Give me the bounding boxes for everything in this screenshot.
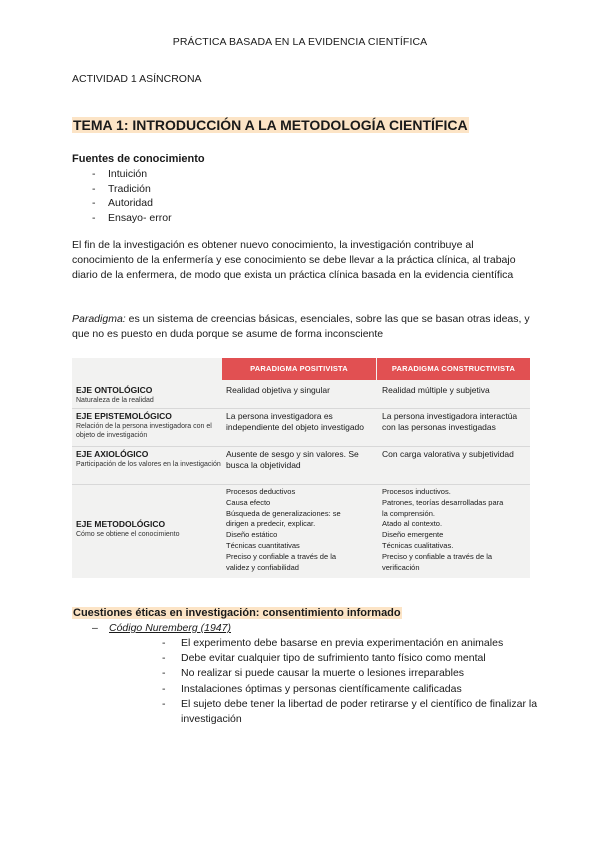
list-dash: - bbox=[162, 682, 166, 695]
list-dash: - bbox=[162, 667, 166, 680]
cell-constructivist: La persona investigadora interactúa con las personas investigadas bbox=[382, 411, 518, 432]
list-item bbox=[162, 682, 542, 697]
list-item-text: Intuición bbox=[108, 168, 148, 180]
list-item-text: Autoridad bbox=[108, 197, 153, 210]
list-item-text: Tradición bbox=[108, 182, 151, 195]
list-item bbox=[92, 211, 172, 226]
cell-line: Causa efecto bbox=[226, 497, 271, 507]
cell-constructivist: Con carga valorativa y subjetividad bbox=[382, 449, 514, 459]
header-constructivist: PARADIGMA CONSTRUCTIVISTA bbox=[376, 358, 530, 380]
cell-line: Técnicas cuantitativas bbox=[226, 540, 300, 550]
list-item-text: El experimento debe basarse en previa experimentación en animales bbox=[181, 637, 504, 649]
table-row bbox=[72, 409, 530, 447]
table-row bbox=[72, 382, 530, 409]
topic-heading: TEMA 1: INTRODUCCIÓN A LA METODOLOGÍA CIENTÍFICA bbox=[73, 117, 468, 133]
table-header bbox=[72, 358, 530, 380]
fuentes-heading: Fuentes de conocimiento bbox=[72, 153, 205, 165]
list-dash: - bbox=[92, 168, 96, 180]
cell-line: Diseño estático bbox=[226, 530, 278, 540]
row-key-subtitle: Participación de los valores en la investigación bbox=[76, 461, 221, 468]
row-key bbox=[72, 385, 222, 408]
cell-line: Procesos inductivos. bbox=[382, 487, 451, 496]
cell-line: Patrones, teorías desarrolladas para bbox=[382, 497, 504, 507]
cell-line: Búsqueda de generalizaciones: se bbox=[226, 508, 341, 518]
list-item-text: No realizar si puede causar la muerte o lesiones irreparables bbox=[181, 667, 465, 680]
row-key-subtitle: Relación de la persona investigadora con el objeto de investigación bbox=[76, 423, 212, 439]
row-key-subtitle: Naturaleza de la realidad bbox=[76, 397, 154, 404]
fuentes-list bbox=[92, 167, 172, 225]
cell-line: Diseño emergente bbox=[382, 530, 444, 540]
row-key bbox=[72, 411, 222, 446]
list-item bbox=[162, 651, 542, 666]
list-item bbox=[92, 182, 172, 197]
cell-line: verificación bbox=[382, 562, 420, 572]
list-dash: - bbox=[92, 182, 96, 195]
cell-constructivist bbox=[376, 487, 530, 578]
row-key bbox=[72, 449, 222, 484]
cell-positivist: Realidad objetiva y singular bbox=[226, 385, 330, 395]
cell-positivist bbox=[222, 487, 376, 578]
cell-line: dirigen a predecir, explicar. bbox=[226, 519, 316, 529]
cell-positivist: Ausente de sesgo y sin valores. Se busca la objetividad bbox=[226, 449, 359, 470]
row-key-title: EJE METODOLÓGICO bbox=[76, 519, 166, 529]
list-dash: - bbox=[92, 197, 96, 210]
nuremberg-code-item bbox=[92, 622, 231, 634]
cell-line: Procesos deductivos bbox=[226, 487, 296, 496]
row-key bbox=[72, 487, 222, 578]
activity-label: ACTIVIDAD 1 ASÍNCRONA bbox=[72, 73, 202, 85]
list-item bbox=[162, 666, 542, 681]
cell-line: Técnicas cualitativas. bbox=[382, 540, 454, 550]
list-dash: – bbox=[92, 622, 98, 634]
paragraph-research-goal: El fin de la investigación es obtener nuevo conocimiento, la investigación contribuye al conocimiento de la enfermería y ese conocimiento se debe llevar a la práctica clínica, al trabajo diario de la enfermera, de modo que exista un práctica clínica basada en la evidencia científica bbox=[72, 239, 516, 281]
ethics-heading: Cuestiones éticas en investigación: consentimiento informado bbox=[73, 607, 401, 619]
row-key-subtitle: Cómo se obtiene el conocimiento bbox=[76, 531, 180, 538]
list-item-text: El sujeto debe tener la libertad de poder retirarse y el científico de finalizar la investigación bbox=[181, 697, 538, 726]
table-row bbox=[72, 447, 530, 485]
list-item bbox=[92, 167, 172, 182]
list-item-text: Ensayo- error bbox=[108, 211, 172, 224]
row-key-title: EJE EPISTEMOLÓGICO bbox=[76, 411, 172, 421]
list-dash: - bbox=[162, 637, 166, 649]
cell-line: Atado al contexto. bbox=[382, 519, 443, 529]
table-header-blank bbox=[72, 358, 222, 380]
list-item-text: Instalaciones óptimas y personas científicamente calificadas bbox=[181, 682, 462, 695]
cell-positivist: La persona investigadora es independiente del objeto investigado bbox=[226, 411, 365, 432]
list-item-text: Debe evitar cualquier tipo de sufrimiento tanto físico como mental bbox=[181, 652, 486, 665]
list-item bbox=[92, 196, 172, 211]
cell-line: Preciso y confiable a través de la bbox=[382, 551, 493, 561]
cell-line: la comprensión. bbox=[382, 508, 435, 518]
paragraph-paradigm bbox=[72, 312, 532, 342]
row-key-title: EJE AXIOLÓGICO bbox=[76, 449, 149, 459]
cell-line: Preciso y confiable a través de la bbox=[226, 551, 337, 561]
row-key-title: EJE ONTOLÓGICO bbox=[76, 385, 153, 395]
paradigm-table bbox=[72, 358, 530, 578]
list-dash: - bbox=[92, 211, 96, 224]
cell-constructivist: Realidad múltiple y subjetiva bbox=[382, 385, 490, 395]
list-item bbox=[162, 697, 542, 727]
header-positivist: PARADIGMA POSITIVISTA bbox=[222, 358, 376, 380]
ethics-list bbox=[162, 636, 542, 727]
cell-line: validez y confiabilidad bbox=[226, 562, 299, 572]
list-dash: - bbox=[162, 652, 166, 665]
list-item bbox=[162, 636, 542, 651]
nuremberg-code-label: Código Nuremberg (1947) bbox=[109, 622, 231, 634]
list-dash: - bbox=[162, 697, 166, 710]
paradigm-term: Paradigma: bbox=[72, 313, 126, 325]
paradigm-definition: es un sistema de creencias básicas, esenciales, sobre las que se basan otras ideas, y que no es puesto en duda porque se asume de forma inconsciente bbox=[72, 313, 530, 340]
document-header: PRÁCTICA BASADA EN LA EVIDENCIA CIENTÍFICA bbox=[172, 36, 428, 48]
table-row bbox=[72, 485, 530, 578]
